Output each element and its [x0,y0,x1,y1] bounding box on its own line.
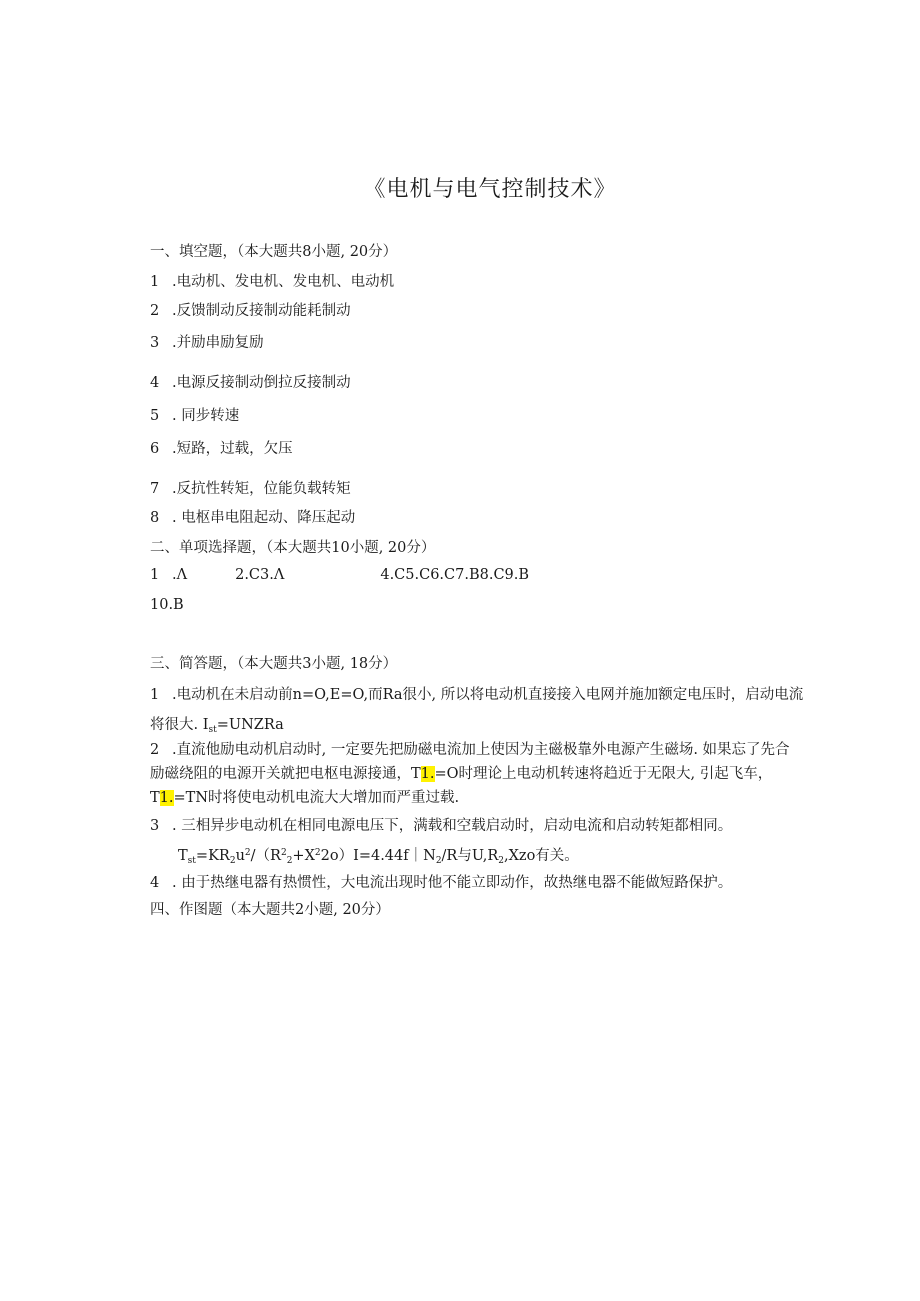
item-number: 1 [150,567,160,583]
item-text: .电动机、发电机、发电机、电动机 [172,274,395,290]
subscript: 2 [286,856,293,866]
subscript: 2 [498,856,504,866]
item-text: .反馈制动反接制动能耗制动 [172,303,351,319]
item-text: .并励串励复励 [172,335,264,351]
choice-answer-10: 10.B [150,597,184,613]
text-run: =UNZRa [216,717,284,733]
item-text: .电源反接制动倒拉反接制动 [172,375,351,391]
item-text: .电动机在未启动前n=O,E=O,而Ra很小, 所以将电动机直接接入电网并施加额定电压时，启动电流 [172,687,804,703]
short-answer-3-formula [178,844,579,866]
short-answer-4 [150,871,732,892]
item-number: 4 [150,875,160,891]
fill-answer-3 [150,331,264,352]
choice-answer-4-9: 4.C5.C6.C7.B8.C9.B [380,567,530,583]
short-answer-2-line3 [150,786,459,807]
superscript: 2 [244,848,251,858]
fill-answer-4 [150,371,351,392]
text-run: T [150,790,160,806]
text-run: 2o）I=4.44f [320,848,409,864]
section4-heading: 四、作图题（本大题共2小题, 20分） [150,902,390,918]
fill-answer-8 [150,506,355,527]
item-text: . 同步转速 [172,408,240,424]
item-text: .反抗性转矩，位能负载转矩 [172,481,351,497]
superscript: 2 [314,848,321,858]
text-run: =TN时将使电动机电流大大增加而严重过载. [173,790,460,806]
text-run: =O时理论上电动机转速将趋近于无限大, 引起飞车， [434,766,773,782]
choice-answers-row [150,567,529,583]
text-run: /（R [250,848,281,864]
item-number: 2 [150,303,160,319]
text-run: ｜N [408,848,436,864]
item-number: 3 [150,818,160,834]
text-run: ,Xzo有关。 [504,848,579,864]
subscript: 2 [229,856,236,866]
section1-heading: 一、填空题，（本大题共8小题, 20分） [150,244,398,260]
subscript: st [208,725,217,735]
item-number: 6 [150,441,160,457]
item-text: . 三相异步电动机在相同电源电压下，满载和空载启动时，启动电流和启动转矩都相同。 [172,818,733,834]
text-run: u [235,848,245,864]
item-text: .短路，过载，欠压 [172,441,293,457]
subscript: 2 [435,856,442,866]
subscript: st [187,856,196,866]
item-number: 2 [150,742,160,758]
item-number: 7 [150,481,160,497]
item-number: 8 [150,510,160,526]
short-answer-1-line2 [150,713,284,735]
item-text: .直流他励电动机启动时, 一定要先把励磁电流加上使因为主磁极靠外电源产生磁场. 如果忘了先合 [172,742,790,758]
item-text: . 电枢串电阻起动、降压起动 [172,510,356,526]
superscript: 2 [280,848,287,858]
fill-answer-1 [150,270,394,291]
text-run: T [178,848,188,864]
fill-answer-5 [150,404,239,425]
text-run: 将很大. I [150,717,209,733]
item-number: 5 [150,408,160,424]
highlighted-text: 1. [420,766,435,782]
section3-heading: 三、简答题，（本大题共3小题, 18分） [150,656,398,672]
short-answer-1-line1 [150,683,803,704]
item-number: 3 [150,335,160,351]
section2-heading: 二、单项选择题，（本大题共10小题, 20分） [150,540,436,556]
highlighted-text: 1. [159,790,174,806]
short-answer-2-line1 [150,738,790,759]
item-number: 4 [150,375,160,391]
short-answer-2-line2 [150,762,772,783]
text-run: 励磁绕阻的电源开关就把电枢电源接通，T [150,766,421,782]
fill-answer-2 [150,299,351,320]
item-number: 1 [150,687,160,703]
fill-answer-7 [150,477,351,498]
choice-answer-1: .Λ [172,567,188,583]
choice-answer-2-3: 2.C3.Λ [235,567,285,583]
text-run: +X [292,848,315,864]
short-answer-3-line1 [150,814,732,835]
document-title: 《电机与电气控制技术》 [363,177,617,202]
text-run: /R与U,R [441,848,499,864]
item-number: 1 [150,274,160,290]
fill-answer-6 [150,437,293,458]
item-text: . 由于热继电器有热惯性，大电流出现时他不能立即动作，故热继电器不能做短路保护。 [172,875,733,891]
text-run: =KR [195,848,230,864]
